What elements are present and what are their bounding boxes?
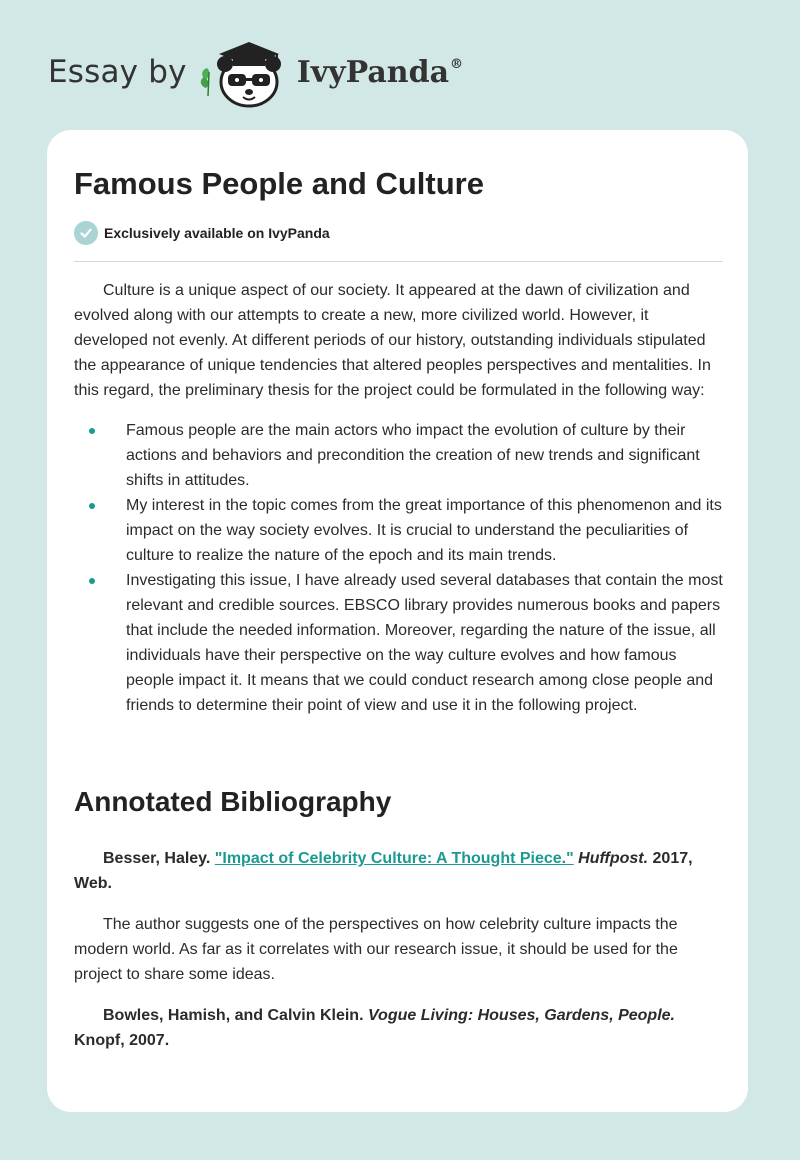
bibliography-heading: Annotated Bibliography: [74, 786, 392, 817]
citation-source: Vogue Living: Houses, Gardens, People.: [367, 1007, 675, 1024]
essay-body: [74, 278, 723, 718]
page-title: Famous People and Culture: [74, 166, 484, 201]
exclusive-badge: [74, 221, 330, 245]
citation-source: Huffpost.: [578, 850, 649, 867]
divider: [74, 261, 723, 262]
panda-graduate-icon: [197, 36, 293, 108]
citation-link[interactable]: "Impact of Celebrity Culture: A Thought Piece.": [214, 850, 574, 867]
registered-mark: ®: [450, 56, 464, 72]
list-item: My interest in the topic comes from the great importance of this phenomenon and its impact on the way society evolves. It is crucial to understand the peculiarities of culture to realize the nature of the epoch and its main trends.: [74, 493, 723, 568]
thesis-list: [74, 418, 723, 718]
intro-paragraph: Culture is a unique aspect of our society. It appeared at the dawn of civilization and evolved along with our attempts to create a new, more civilized world. However, it developed not evenly. At different periods of our history, outstanding individuals stipulated the appearance of unique tendencies that altered peoples perspectives and mentalities. In this regard, the preliminary thesis for the project could be formulated in the following way:: [74, 282, 711, 399]
check-icon: [74, 221, 98, 245]
citation-pub: 2017, Web.: [74, 850, 693, 892]
badge-label: Exclusively available on IvyPanda: [104, 225, 330, 241]
essay-card: [47, 130, 748, 1112]
essay-by-label: Essay by: [48, 54, 187, 90]
citation-author: Besser, Haley.: [103, 850, 211, 867]
site-header: [48, 36, 463, 108]
annotation-paragraph: The author suggests one of the perspectives on how celebrity culture impacts the modern world. As far as it correlates with our research issue, it should be used for the project to share some ideas.: [74, 916, 678, 983]
list-item: Famous people are the main actors who impact the evolution of culture by their actions and behaviors and precondition the creation of new trends and significant shifts in attitudes.: [74, 418, 723, 493]
list-item: Investigating this issue, I have already used several databases that contain the most relevant and credible sources. EBSCO library provides numerous books and papers that include the needed information. Moreover, regarding the nature of the issue, all individuals have their perspective on the way culture evolves and how famous people impact it. It means that we could conduct research among close people and friends to determine their point of view and use it in the following project.: [74, 568, 723, 718]
citation-entry: [74, 846, 723, 896]
citation-author: Bowles, Hamish, and Calvin Klein.: [103, 1007, 364, 1024]
citation-entry: [74, 1003, 723, 1053]
brand-text: IvyPanda: [296, 54, 450, 90]
brand-name: [297, 55, 463, 90]
citation-pub: Knopf, 2007.: [74, 1032, 170, 1049]
bibliography: [74, 846, 723, 1069]
